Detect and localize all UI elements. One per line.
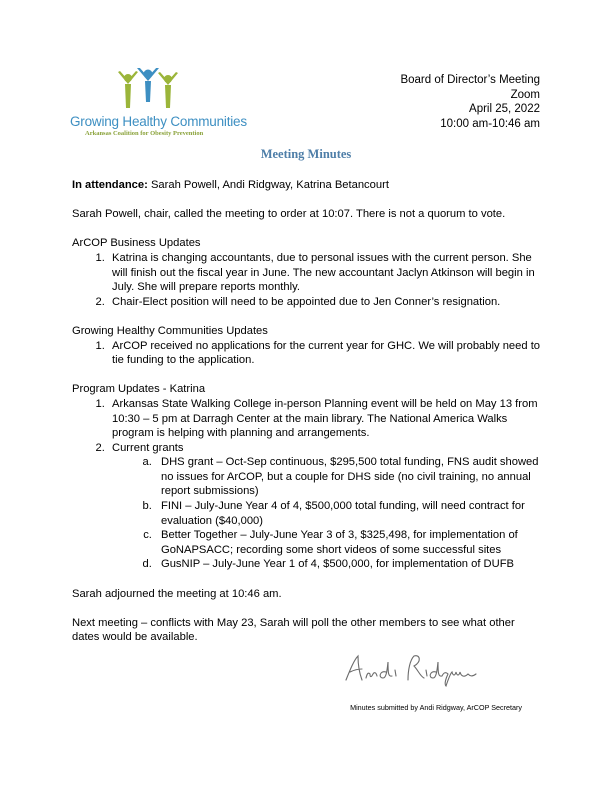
meeting-type: Board of Director’s Meeting	[400, 74, 540, 86]
list-item: 1. Katrina is changing accountants, due to personal issues with the current person. She will finish out the fiscal year in June. The new accountant Jaclyn Atkinson will begin in July. She will prepare reports monthly.	[108, 251, 542, 295]
handwritten-signature	[340, 650, 480, 695]
grant-item: c. Better Together – July-June Year 3 of 3, $325,498, for implementation of GoNAPSACC; recording some short videos of some successful sites	[155, 528, 542, 557]
arcop-updates-list	[72, 251, 542, 309]
grants-list	[112, 455, 542, 572]
meeting-date: April 25, 2022	[469, 103, 540, 115]
section-heading-program: Program Updates - Katrina	[72, 383, 206, 396]
attendance-names: Sarah Powell, Andi Ridgway, Katrina Betancourt	[150, 179, 389, 191]
section-heading-ghc: Growing Healthy Communities Updates	[72, 324, 268, 337]
grant-item: a. DHS grant – Oct-Sep continuous, $295,500 total funding, FNS audit showed no issues for ArCOP, but a couple for DHS side (no civil training, no annual report submissions)	[155, 455, 542, 499]
list-item: 1. ArCOP received no applications for the current year for GHC. We will probably need to tie funding to the application.	[108, 339, 542, 368]
section-heading-arcop: ArCOP Business Updates	[72, 237, 201, 250]
current-grants-label: Current grants	[112, 441, 184, 454]
attendance	[72, 178, 542, 193]
meeting-location: Zoom	[510, 88, 540, 101]
list-item: 2. Chair-Elect position will need to be appointed due to Jen Conner’s resignation.	[108, 295, 542, 310]
meeting-header	[400, 73, 540, 131]
attendance-label: In attendance:	[72, 179, 148, 191]
minutes-body	[72, 178, 542, 645]
ghc-updates-list	[72, 339, 542, 368]
grant-item: d. GusNIP – July-June Year 1 of 4, $500,000, for implementation of DUFB	[155, 557, 542, 572]
people-figures-icon	[115, 68, 185, 114]
next-meeting: Next meeting – conflicts with May 23, Sarah will poll the other members to see what other dates would be available.	[72, 616, 515, 644]
page-title: Meeting Minutes	[260, 147, 352, 161]
grant-item: b. FINI – July-June Year 4 of 4, $500,000 total funding, will need contract for evaluation ($40,000)	[155, 499, 542, 528]
list-item	[108, 441, 542, 572]
adjournment: Sarah adjourned the meeting at 10:46 am.	[72, 587, 282, 600]
program-updates-list	[72, 397, 542, 572]
meeting-time: 10:00 am-10:46 am	[440, 117, 540, 130]
logo-tagline: Arkansas Coalition for Obesity Prevention	[85, 130, 204, 137]
logo-name: Growing Healthy Communities	[70, 114, 247, 129]
submitted-by: Minutes submitted by Andi Ridgway, ArCOP Secretary	[350, 703, 522, 712]
ghc-logo	[70, 68, 260, 136]
list-item: 1. Arkansas State Walking College in-person Planning event will be held on May 13 from 10:30 – 5 pm at Darragh Center at the main library. The National America Walks program is helping with planning and arrangements.	[108, 397, 542, 441]
call-to-order: Sarah Powell, chair, called the meeting to order at 10:07. There is not a quorum to vote.	[72, 208, 506, 221]
